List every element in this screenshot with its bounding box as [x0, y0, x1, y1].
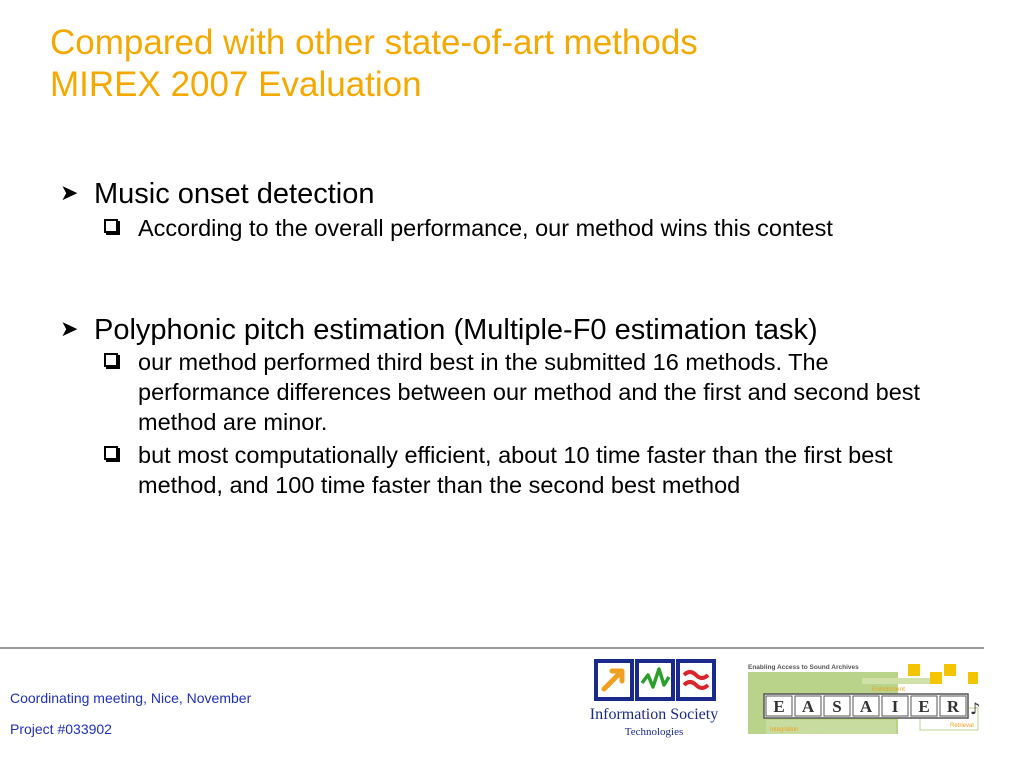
list-item	[104, 347, 944, 437]
list-item	[104, 213, 944, 243]
easaier-letter: E	[773, 697, 785, 716]
checkbox-bullet-icon	[104, 353, 118, 367]
section-heading-pitch	[60, 312, 818, 347]
easaier-letter: R	[946, 697, 960, 716]
footer-meeting: Coordinating meeting, Nice, November	[10, 690, 252, 706]
ist-logo-tiles	[596, 661, 714, 699]
list-item-text: According to the overall performance, our method wins this contest	[138, 215, 833, 241]
ist-logo-text-2: Technologies	[624, 726, 684, 738]
footer-project: Project #033902	[10, 721, 112, 737]
list-item-text: but most computationally efficient, about 10 time faster than the first best method, and 100 time faster than the second best method	[138, 442, 893, 498]
title-line-1: Compared with other state-of-art methods	[50, 23, 698, 62]
slide-title	[50, 22, 698, 106]
easaier-logo	[744, 660, 984, 738]
list-item	[104, 440, 944, 500]
easaier-letter: A	[801, 697, 815, 716]
easaier-letter: S	[832, 697, 842, 716]
arrow-bullet-icon: ➤	[60, 180, 79, 205]
section-heading-label: Polyphonic pitch estimation (Multiple-F0 estimation task)	[94, 314, 818, 346]
checkbox-bullet-icon	[104, 446, 118, 460]
music-note-icon: ♪	[970, 699, 981, 718]
section-heading-onset	[60, 176, 374, 211]
checkbox-bullet-icon	[104, 219, 118, 233]
title-line-2: MIREX 2007 Evaluation	[50, 65, 422, 104]
section-heading-label: Music onset detection	[94, 178, 375, 210]
arrow-bullet-icon: ➤	[60, 316, 79, 341]
ist-logo-text-1: Information Society	[589, 706, 719, 723]
easaier-integration-label: Integration	[770, 727, 799, 733]
list-item-text: our method performed third best in the submitted 16 methods. The performance differences between our method and the first and second best method are minor.	[138, 349, 921, 435]
ist-logo	[572, 655, 737, 740]
easaier-retrieval-label: Retrieval	[950, 723, 974, 729]
easaier-letter: A	[859, 697, 873, 716]
easaier-letter: I	[891, 697, 899, 716]
easaier-tagline: Enabling Access to Sound Archives	[748, 664, 859, 671]
easaier-letter: E	[918, 697, 930, 716]
easaier-enrichment-label: Enrichment	[872, 686, 905, 693]
footer-divider	[0, 647, 984, 649]
